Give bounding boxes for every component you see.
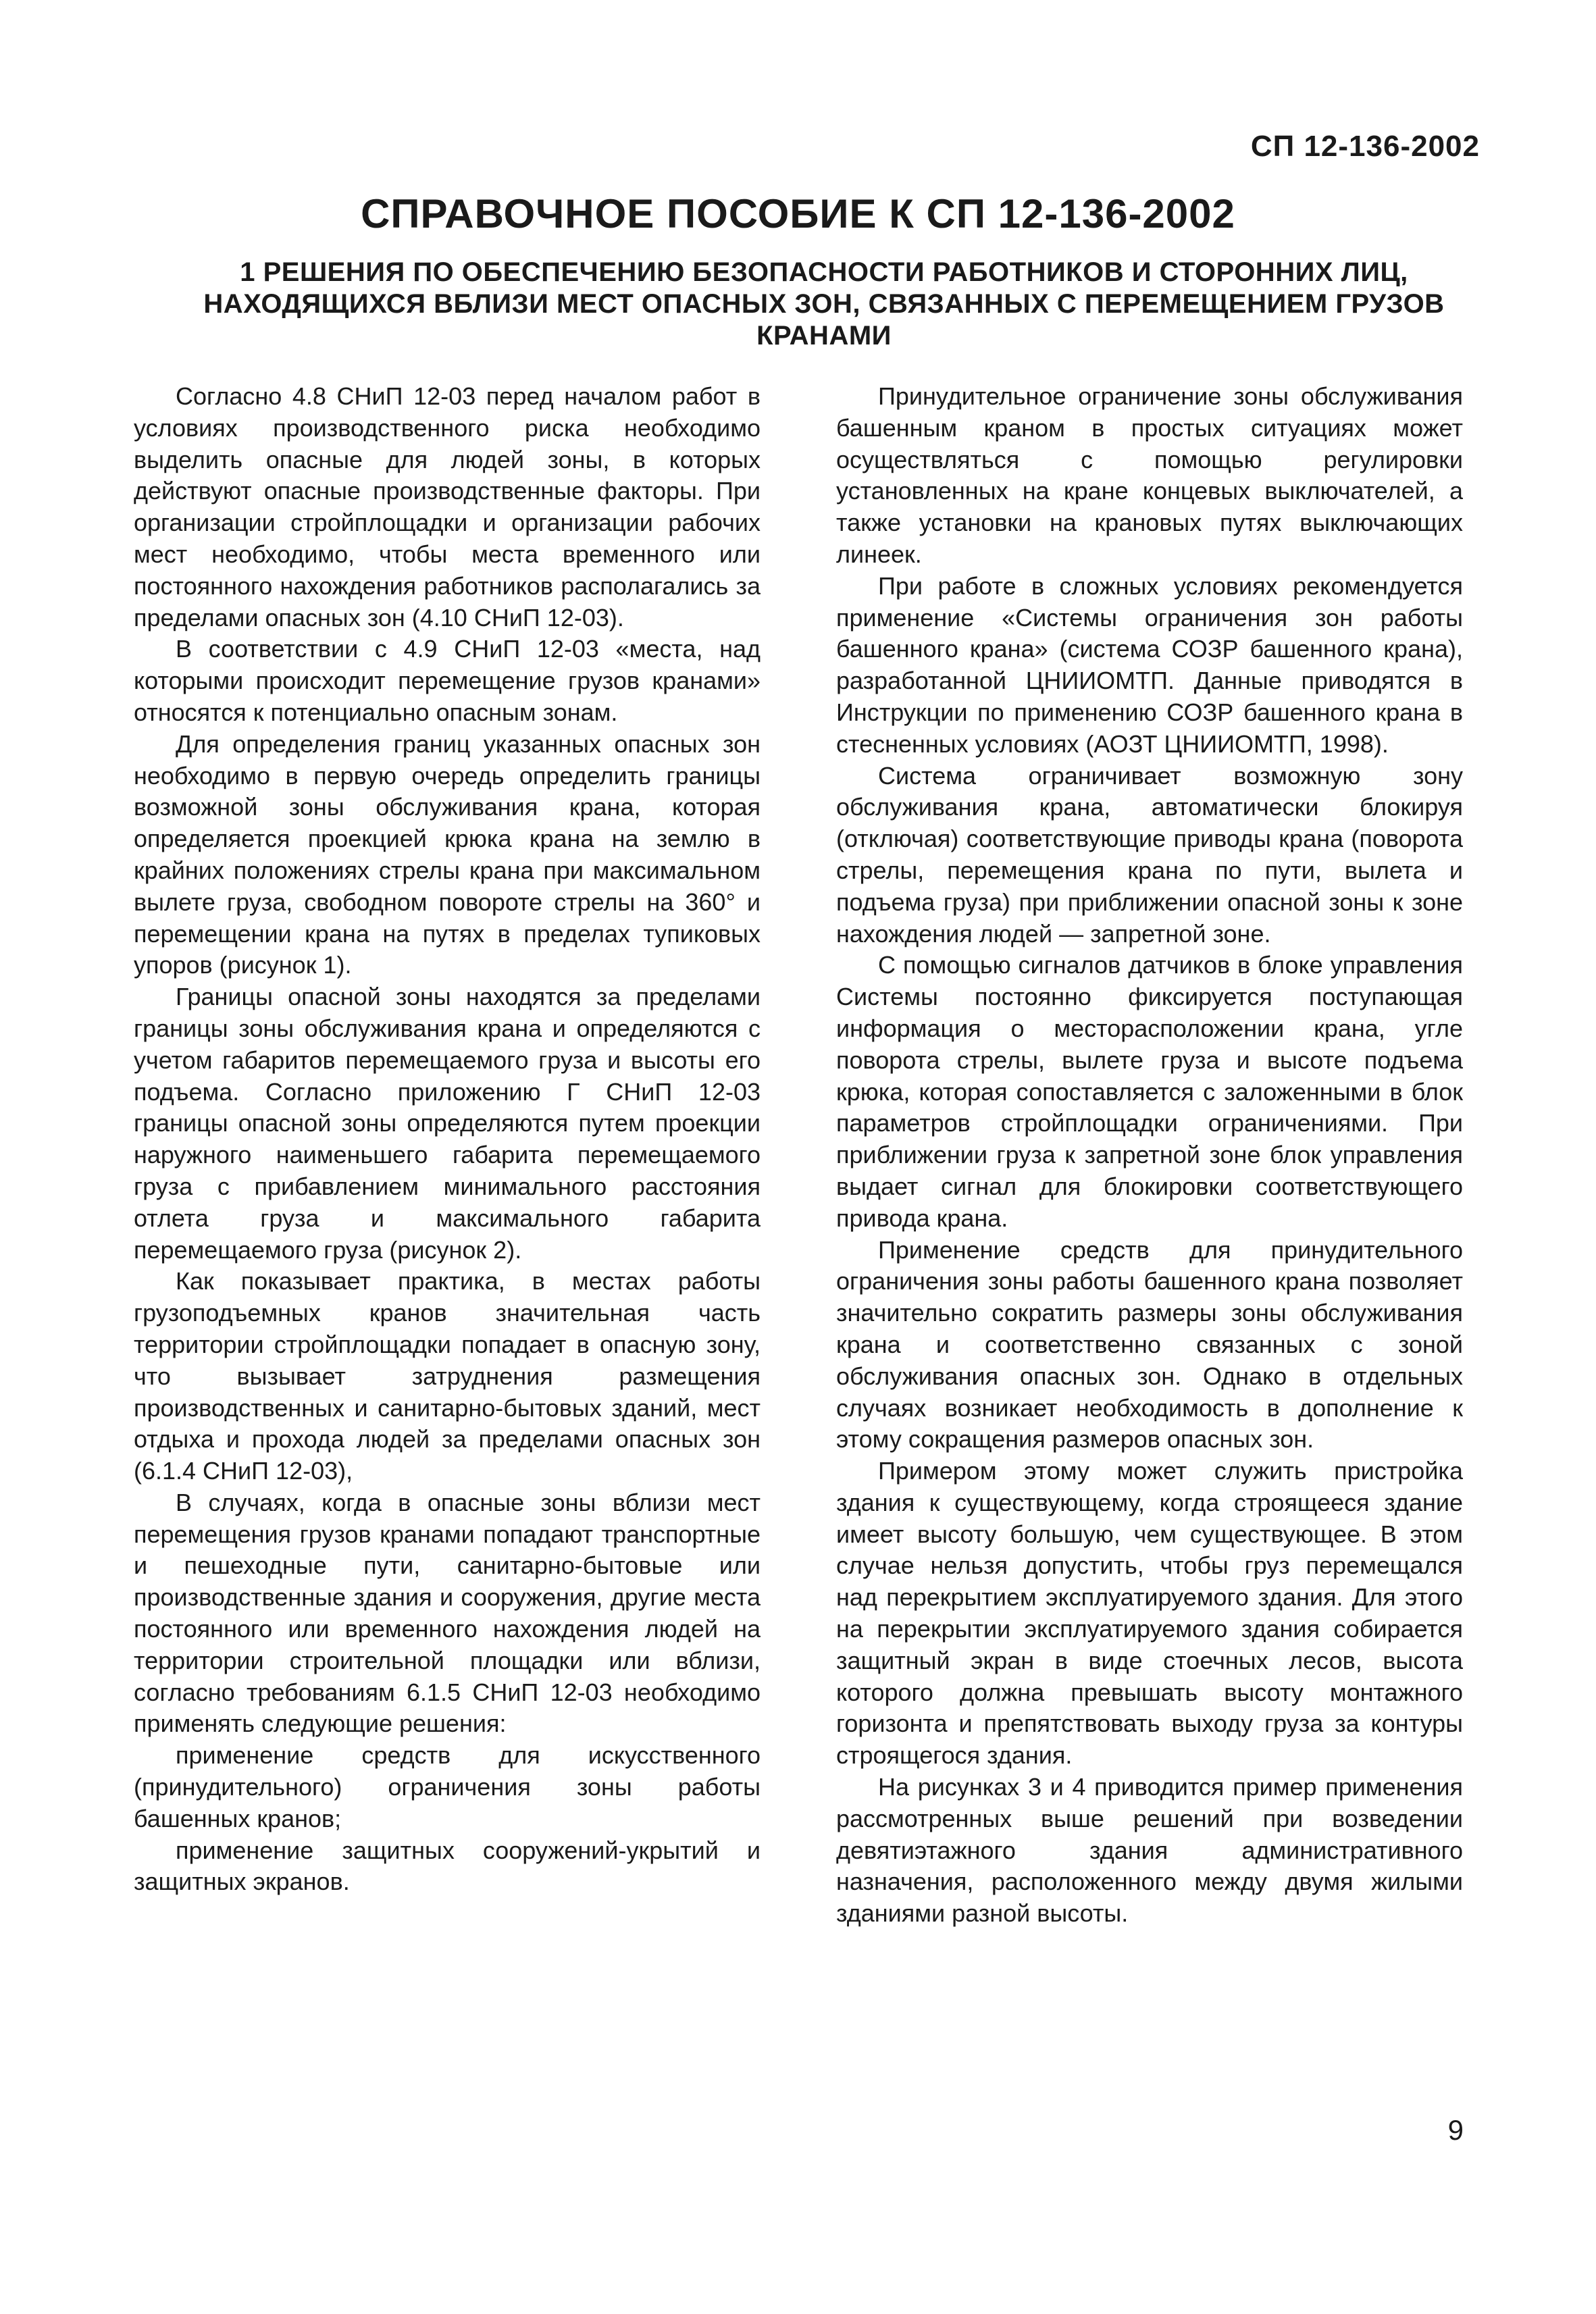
- paragraph: Применение средств для принудительного ограничения зоны работы башенного крана позволяет значительно сократить размеры зоны обслуживания крана и соответственно связанных с зоной обслуживания опасных зон. Однако в отдельных случаях возникает необходимость в дополнение к этому сокращения размеров опасных зон.: [836, 1235, 1463, 1454]
- paragraph: В случаях, когда в опасные зоны вблизи мест перемещения грузов кранами попадают транспортные и пешеходные пути, санитарно-бытовые или производственные здания и сооружения, другие места постоянного или временного нахождения людей на территории строительной площадки или вблизи, согласно требованиям 6.1.5 СНиП 12-03 необходимо применять следующие решения:: [134, 1488, 761, 1738]
- left-column: [134, 381, 761, 1898]
- paragraph: При работе в сложных условиях рекомендуется применение «Системы ограничения зон работы башенного крана» (система СОЗР башенного крана), разработанной ЦНИИОМТП. Данные приводятся в Инструкции по применению СОЗР башенного крана в стесненных условиях (АОЗТ ЦНИИОМТП, 1998).: [836, 571, 1463, 758]
- paragraph: В соответствии с 4.9 СНиП 12-03 «места, над которыми происходит перемещение грузов кранами» относятся к потенциально опасным зонам.: [134, 635, 761, 726]
- paragraph: Согласно 4.8 СНиП 12-03 перед началом работ в условиях производственного риска необходимо выделить опасные для людей зоны, в которых действуют опасные производственные факторы. При организации стройплощадки и организации рабочих мест необходимо, чтобы места временного или постоянного нахождения работников располагались за пределами опасных зон (4.10 СНиП 12-03).: [134, 382, 761, 632]
- document-code: СП 12-136-2002: [1250, 130, 1480, 163]
- paragraph: На рисунках 3 и 4 приводится пример применения рассмотренных выше решений при возведении девятиэтажного здания административного назначения, расположенного между двумя жилыми зданиями разной высоты.: [836, 1773, 1463, 1928]
- paragraph: Для определения границ указанных опасных зон необходимо в первую очередь определить границы возможной зоны обслуживания крана, которая определяется проекцией крюка крана на землю в крайних положениях стрелы крана при максимальном вылете груза, свободном повороте стрелы на 360° и перемещении крана на путях в пределах тупиковых упоров (рисунок 1).: [134, 729, 761, 979]
- right-column: [836, 381, 1463, 1930]
- paragraph: Примером этому может служить пристройка здания к существующему, когда строящееся здание имеет высоту большую, чем существующее. В этом случае нельзя допустить, чтобы груз перемещался над перекрытием эксплуатируемого здания. Для этого на перекрытии эксплуатируемого здания собирается защитный экран в виде стоечных лесов, высота которого должна превышать высоту монтажного горизонта и препятствовать выходу груза за контуры строящегося здания.: [836, 1457, 1463, 1770]
- paragraph: Принудительное ограничение зоны обслуживания башенным краном в простых ситуациях может осуществляться с помощью регулировки установленных на кране концевых выключателей, а также установки на крановых путях выключающих линеек.: [836, 382, 1463, 568]
- paragraph: Как показывает практика, в местах работы грузоподъемных кранов значительная часть территории стройплощадки попадает в опасную зону, что вызывает затруднения размещения производственных и санитарно-бытовых зданий, мест отдыха и прохода людей за пределами опасных зон (6.1.4 СНиП 12-03),: [134, 1267, 761, 1485]
- page-title: СПРАВОЧНОЕ ПОСОБИЕ К СП 12-136-2002: [361, 191, 1235, 236]
- list-item: применение защитных сооружений-укрытий и защитных экранов.: [134, 1836, 761, 1896]
- section-title: 1 РЕШЕНИЯ ПО ОБЕСПЕЧЕНИЮ БЕЗОПАСНОСТИ РАБОТНИКОВ И СТОРОННИХ ЛИЦ, НАХОДЯЩИХСЯ ВБЛИЗИ МЕСТ ОПАСНЫХ ЗОН, СВЯЗАННЫХ С ПЕРЕМЕЩЕНИЕМ ГРУЗОВ КРАНАМИ: [203, 257, 1445, 351]
- paragraph: С помощью сигналов датчиков в блоке управления Системы постоянно фиксируется поступающая информация о месторасположении крана, угле поворота стрелы, вылете груза и высоте подъема крюка, которая сопоставляется с заложенными в блок параметров стройплощадки ограничениями. При приближении груза к запретной зоне блок управления выдает сигнал для блокировки соответствующего привода крана.: [836, 951, 1463, 1232]
- page-number: 9: [1447, 2114, 1464, 2146]
- paragraph: Границы опасной зоны находятся за пределами границы зоны обслуживания крана и определяются с учетом габаритов перемещаемого груза и высоты его подъема. Согласно приложению Г СНиП 12-03 границы опасной зоны определяются путем проекции наружного наименьшего габарита перемещаемого груза с прибавлением минимального расстояния отлета груза и максимального габарита перемещаемого груза (рисунок 2).: [134, 983, 761, 1264]
- paragraph: Система ограничивает возможную зону обслуживания крана, автоматически блокируя (отключая) соответствующие приводы крана (поворота стрелы, перемещения крана по пути, вылета и подъема груза) при приближении опасной зоны к зоне нахождения людей — запретной зоне.: [836, 761, 1463, 948]
- list-item: применение средств для искусственного (принудительного) ограничения зоны работы башенных кранов;: [134, 1741, 761, 1832]
